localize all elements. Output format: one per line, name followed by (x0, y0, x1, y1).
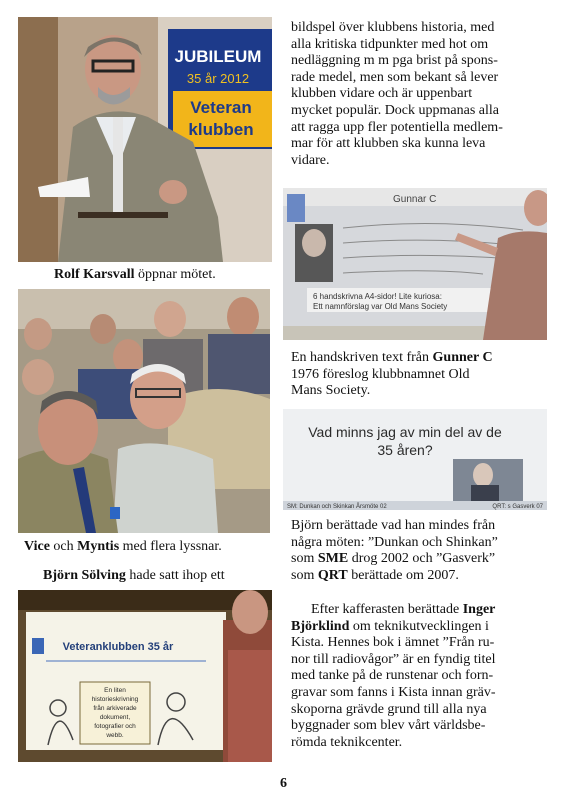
text-line: att ragga upp fler potentiella medlem- (291, 119, 503, 135)
text-line (291, 602, 566, 619)
caption-name: Rolf Karsvall (54, 267, 135, 282)
text-line: nor till radiovågor” är en fyndig titel (291, 651, 496, 667)
caption-rest: berättade om 2007. (347, 567, 459, 583)
text-rest: om teknikutvecklingen i (349, 618, 489, 634)
name-bjorklind: Björklind (291, 618, 350, 634)
slide-box-line: En liten (104, 687, 126, 694)
slide-footer-right: QRT: s Gasverk 07 (492, 504, 543, 510)
caption-line (291, 350, 566, 367)
banner-line3: Veteran (190, 98, 252, 117)
text-line: gravar som fanns i Kista innan gräv- (291, 684, 496, 700)
banner-line2: 35 år 2012 (186, 71, 250, 86)
caption-bjorn-solving (43, 567, 225, 584)
caption-line: 1976 föreslog klubbnamnet Old (291, 366, 470, 382)
text-line: vidare. (291, 152, 330, 168)
article-text-block (291, 20, 566, 169)
caption-name: Björn Sölving (43, 568, 126, 583)
banner-line1: JUBILEUM (174, 47, 262, 66)
caption-pre: En handskriven text från (291, 350, 433, 365)
caption-line: Björn berättade vad han mindes från (291, 518, 496, 533)
caption-pre: som (291, 567, 318, 583)
photo-audience (18, 289, 270, 533)
photo-gunnar-slide (283, 188, 547, 340)
text-line: mar för att klubben ska kunna leva (291, 136, 486, 152)
photo-rolf-karsvall (18, 17, 272, 262)
text-pre: Efter kafferasten berättade (311, 602, 463, 617)
slide-line1: 6 handskrivna A4-sidor! Lite kuriosa: (313, 292, 442, 301)
slide-box-line: historieskrivning (91, 696, 139, 703)
caption-name-qrt: QRT (317, 567, 348, 583)
caption-name: Gunner C (432, 350, 493, 365)
banner-line4: klubben (188, 120, 254, 139)
caption-name-sme: SME (317, 551, 349, 567)
caption-conj: och (49, 539, 78, 554)
text-line: skoporna grävde grund till alla nya (291, 701, 487, 717)
text-line: klubben vidare och är uppenbart (291, 86, 473, 102)
photo-vad-minns-slide (283, 409, 547, 510)
slide-header: Gunnar C (393, 194, 437, 205)
caption-line: några möten: ”Dunkan och Shinkan” (291, 534, 498, 550)
caption-name-vice: Vice (24, 539, 50, 554)
caption-text: hade satt ihop ett (125, 568, 225, 583)
text-line: bildspel över klubbens historia, med (291, 20, 495, 35)
slide-title2: 35 åren? (377, 442, 433, 458)
text-line: rade medel, men som bekant så lever (291, 69, 499, 85)
slide-line2: Ett namnförslag var Old Mans Society (313, 302, 448, 311)
paragraph-inger-bjorklind (291, 602, 566, 751)
caption-line: Mans Society. (291, 383, 371, 399)
caption-line (291, 551, 566, 568)
photo-slideshow (18, 590, 272, 762)
caption-line (291, 568, 566, 585)
caption-rest: drog 2002 och ”Gasverk” (348, 551, 496, 567)
text-line: med tanke på de runstenar och forn- (291, 668, 494, 684)
slide-title1: Vad minns jag av min del av de (308, 424, 502, 440)
name-inger: Inger (462, 602, 496, 617)
caption-gunner-c (291, 350, 566, 400)
slide-title: Veteranklubben 35 år (62, 641, 174, 653)
text-line: nedläggning m m pga brist på spons- (291, 53, 498, 69)
page-number: 6 (280, 776, 287, 791)
text-line: alla kritiska tidpunkter med hot om (291, 36, 489, 52)
caption-name-myntis: Myntis (77, 539, 120, 554)
slide-box-line: webb. (106, 732, 124, 739)
slide-box-line: fotografier och (94, 723, 136, 730)
slide-footer-left: SM: Dunkan och Skinkan Årsmöte 02 (287, 504, 387, 510)
text-line (291, 619, 566, 636)
slide-box-line: från arkiverade (93, 705, 137, 712)
caption-vice-myntis (24, 538, 222, 555)
text-line: mycket populär. Dock uppmanas alla (291, 102, 499, 118)
text-line: byggnader som blev vårt världsbe- (291, 718, 486, 734)
caption-bjorn-memories (291, 518, 566, 584)
caption-pre: som (291, 551, 318, 567)
caption-text: öppnar mötet. (134, 267, 216, 282)
text-line: Kista. Hennes bok i ämnet ”Från ru- (291, 635, 495, 651)
caption-rolf-karsvall (54, 266, 216, 283)
caption-text: med flera lyssnar. (119, 539, 222, 554)
text-line: römda teknikcenter. (291, 734, 403, 750)
slide-box-line: dokument, (99, 714, 131, 721)
